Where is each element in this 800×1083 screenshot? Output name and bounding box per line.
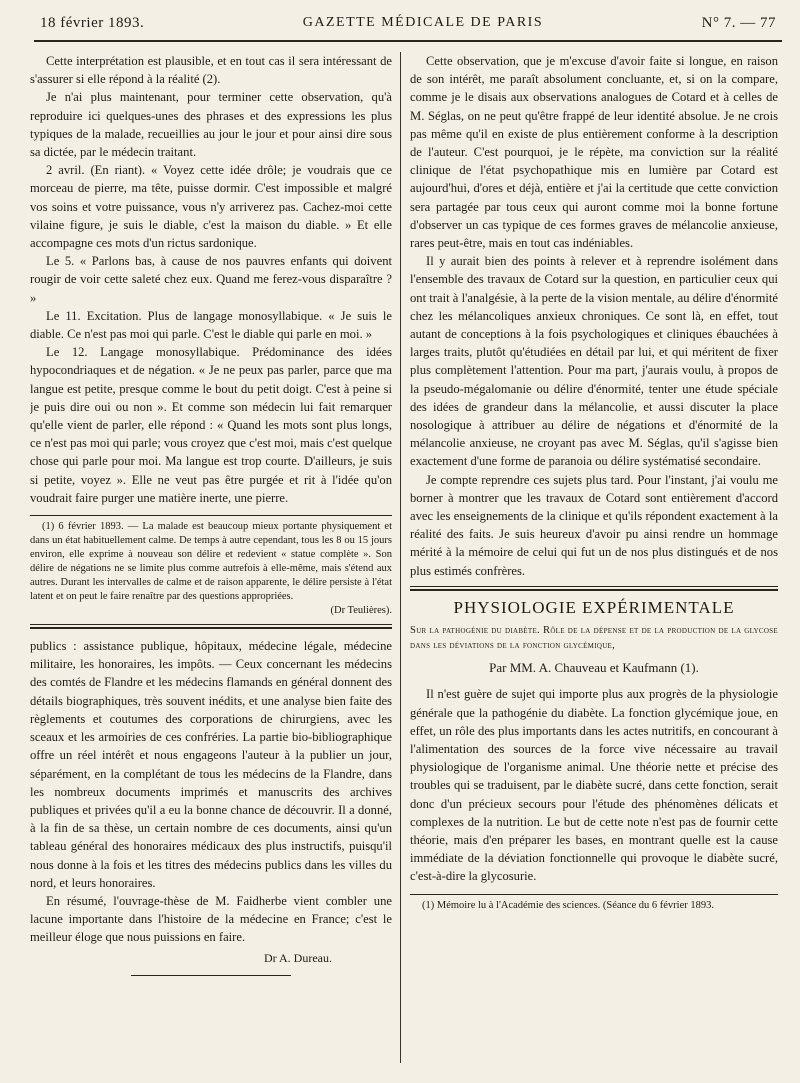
left-column bbox=[30, 52, 392, 1063]
right-footnote: (1) Mémoire lu à l'Académie des sciences. (Séance du 6 février 1893. bbox=[422, 899, 714, 911]
left-summary-paragraph: En résumé, l'ouvrage-thèse de M. Faidherbe vient combler une lacune importante dans l'histoire de la médecine en France; c'est le meilleur éloge que nous puissions en faire. bbox=[30, 893, 392, 945]
section-separator-thick bbox=[410, 589, 778, 591]
right-article-paragraph: Il n'est guère de sujet qui importe plus aux progrès de la physiologie générale que la pathogénie du diabète. La fonction glycémique joue, en effet, un rôle des plus importants dans les actes nutritifs, en concourant à l'alimentation des sources de la force vive nécessaire au travail physiologique de l'organisme animal. Une théorie nette et précise des troubles qui se traduisent, par le diabète sucré, dans cette fonction, serait donc d'un précieux secours pour l'étude des phénomènes délicats et complexes de la nutrition. Le but de cette note n'est pas de fournir cette théorie, mais d'en préparer les bases, en montrant quelle est la cause immédiate de la déviation fonctionnelle qui provoque le diabète sucré, c'est-à-dire la glycosurie. bbox=[410, 687, 778, 884]
page-header bbox=[40, 10, 776, 36]
left-footnote-text: (1) 6 février 1893. — La malade est beaucoup mieux portante physiquement et dans un état habituellement calme. De temps à autre cependant, tous les 8 ou 15 jours environ, elle exprime à nouveau son délire et redevient « statue complète ». Son délire de négations ne se limite plus comme autrefois à elle-même, mais s'étend aux autres. Durant les intervalles de calme et de raison apparente, le délire persiste à l'état latent et on peut le faire renaître par des questions appropriées. bbox=[30, 521, 392, 603]
header-date: 18 février 1893. bbox=[40, 14, 145, 31]
header-issue: N° 7. — 77 bbox=[701, 14, 776, 31]
left-paragraph-5: Le 11. Excitation. Plus de langage monosyllabique. « Je suis le diable. Ce n'est pas moi qui parle. C'est le diable qui parle en moi. » bbox=[30, 308, 392, 342]
header-title: GAZETTE MÉDICALE DE PARIS bbox=[302, 15, 544, 30]
article-byline: Par MM. A. Chauveau et Kaufmann (1). bbox=[489, 660, 699, 676]
left-paragraph-1: Cette interprétation est plausible, et en tout cas il sera intéressant de s'assurer si elle répond à la réalité (2). bbox=[30, 54, 392, 87]
right-paragraph-3: Je compte reprendre ces sujets plus tard. Pour l'instant, j'ai voulu me borner à montrer que les travaux de Cotard sont entièrement d'accord avec les enseignements de la clinique et qu'ils répondent exactement à la réalité des faits. Je suis heureux d'avoir pu ainsi rendre un hommage mérité à la mémoire de celui qui fut un de nos plus distingués et de nos plus estimés confrères. bbox=[410, 472, 778, 578]
left-paragraph-3: 2 avril. (En riant). « Voyez cette idée drôle; je voudrais que ce morceau de pierre, ma tête, puisse dormir. C'est impossible et malgré vos soins et votre puissance, vous n'y arriverez pas. Cachez-moi cette vilaine figure, je suis le diable, c'est la maison du diable. » Et elle accompagne ces mots d'un rictus sardonique. bbox=[30, 163, 392, 251]
article-signature: Dr A. Dureau. bbox=[264, 950, 332, 965]
article-end-rule bbox=[131, 975, 291, 976]
right-footnote-rule bbox=[410, 894, 778, 895]
left-continued-paragraph: publics : assistance publique, hôpitaux, médecine légale, médecine militaire, les honoraires, les impôts. — Ceux concernant les médecins des comtés de Flandre et les médecins flamands en général donnent des détails biographiques, très souvent inédits, et une analyse bien faite des règlements et coutumes des corporations de chirurgiens, avec les sceaux et les armoiries de ces confréries. La partie bio-bibliographique offre un réel intérêt et nous engageons l'auteur à la publier un jour, séparément, en la complétant de tous les médecins de la Flandre, dans les nombreux documents imprimés et manuscrits des archives publiques et privées qu'il a eu la bonne chance de découvrir. Il a donné, à la fin de sa thèse, un certain nombre de ces documents, ainsi qu'un tableau général des honoraires médicaux des plus instructifs, puisqu'il nous donne à la fois et les titres des médecins publics dans les villes du nord, et leurs honoraires. bbox=[30, 639, 392, 890]
right-paragraph-1: Cette observation, que je m'excuse d'avoir faite si longue, en raison de son intérêt, me paraît absolument concluante, et, si on la compare, comme je le disais aux observations analogues de Cotard et à celles de M. Séglas, on ne peut qu'être frappé de leur identité absolue. Je ne crois pas même qu'il en existe de plus entièrement conforme à la description de l'auteur. C'est pourquoi, je le répète, ma conviction sur la réalité clinique de l'état psychopathique mis en lumière par Cotard est aujourd'hui, d'ores et déjà, entière et j'ai la certitude que cette conviction sera partagée par tous ceux qui auront comme moi la bonne fortune d'observer un cas typique de ces formes graves de mélancolie anxieuse, rares peut-être, mais en tout cas indéniables. bbox=[410, 54, 778, 251]
article-subhead: Sur la pathogénie du diabète. Rôle de la dépense et de la production de la glycose dans les déviations de la fonction glycémique, bbox=[410, 625, 778, 652]
left-paragraph-4: Le 5. « Parlons bas, à cause de nos pauvres enfants qui doivent rougir de voir cette saleté chez eux. Quand me ferez-vous disparaître ? » bbox=[30, 254, 392, 305]
right-column bbox=[410, 52, 778, 1063]
column-divider bbox=[400, 52, 401, 1063]
footnote-rule bbox=[30, 515, 392, 516]
left-paragraph-6: Le 12. Langage monosyllabique. Prédominance des idées hypocondriaques et de négation. « Je ne peux pas parler, parce que ma langue est petite, presque comme le bout du petit doigt. C'est à peine si je puis dire oui ou non ». Et comme son médecin lui fait remarquer qu'elle vient de parler, elle répond : « Quand les mots sont plus longs, ce n'est pas moi qui parle; vous croyez que c'est moi, mais c'est quelque chose qui parle pour moi. Ma langue est trop courte. D'ailleurs, je suis si petite, voyez ». Elle ne veut pas être purgée et rit à l'idée qu'on voudrait faire purger une matière inerte, une pierre. bbox=[30, 345, 392, 505]
header-rule bbox=[34, 40, 782, 42]
article-separator bbox=[30, 624, 392, 625]
left-paragraph-2: Je n'ai plus maintenant, pour terminer cette observation, qu'à reproduire ici quelques-unes des phrases et des expressions les plus typiques de la malade, recueillies au jour le jour et pour ainsi dire sous sa dictée, par le médecin traitant. bbox=[30, 90, 392, 160]
section-separator bbox=[410, 586, 778, 587]
right-paragraph-2: Il y aurait bien des points à relever et à reprendre isolément dans l'ensemble des travaux de Cotard sur la question, en particulier ceux qui ont trait à l'analgésie, à la perte de la vision mentale, au délire d'énormité chez les mélancoliques anxieux chroniques. Ce sont là, en effet, tout autant de conceptions à la fois psychologiques et cliniques ébauchées à larges traits, plutôt qu'étudiées en détail par lui, et qui méritent de fixer plus complètement l'attention. Pour ma part, j'aurais voulu, à propos de la pseudo-mégalomanie ou délire d'énormité, tenter une étude spéciale des idées de grandeur dans la mélancolie, et aussi discuter la place nosologique à attribuer au délire de négations et d'énormité de la mélancolie anxieuse, ne croyant pas avec M. Séglas, qu'il s'agisse bien exactement d'une forme de paranoia ou délire systématisé secondaire. bbox=[410, 254, 778, 469]
left-footnote-signature: (Dr Teulières). bbox=[330, 605, 392, 617]
article-separator-thick bbox=[30, 627, 392, 629]
section-title: PHYSIOLOGIE EXPÉRIMENTALE bbox=[453, 597, 735, 617]
left-footnote bbox=[30, 520, 392, 618]
